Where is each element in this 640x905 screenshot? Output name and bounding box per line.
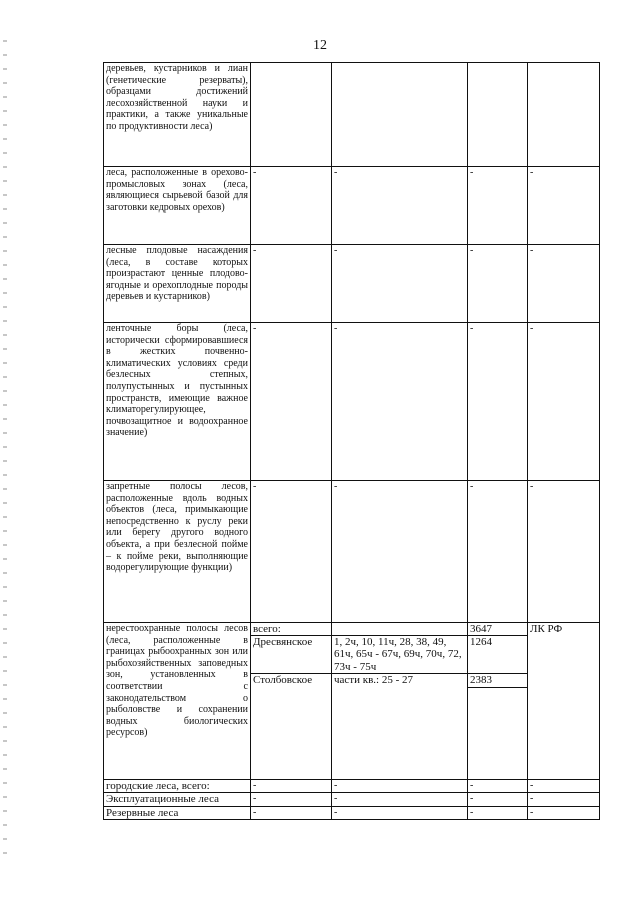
- forestry-cell: -: [251, 167, 332, 245]
- area-cell: -: [468, 793, 528, 806]
- table-row: [104, 63, 600, 167]
- quarters-cell: 1, 2ч, 10, 11ч, 28, 38, 49, 61ч, 65ч - 67ч, 69ч, 70ч, 72, 73ч - 75ч: [332, 636, 468, 674]
- table-row: [104, 780, 600, 793]
- area-cell: [468, 688, 528, 780]
- quarters-cell: -: [332, 481, 468, 623]
- area-cell: [468, 63, 528, 167]
- total-label-cell: всего:: [251, 623, 332, 636]
- legal-basis-cell: -: [528, 323, 600, 481]
- forestry-cell: -: [251, 806, 332, 819]
- legal-basis-cell: -: [528, 806, 600, 819]
- category-cell: нерестоохранные полосы лесов (леса, расположенные в границах рыбоохранных зон или рыбохозяйственных заповедных зон, установленных в соответствии с законодательством о рыболовстве и сохранении водных биологических ресурсов): [104, 623, 251, 780]
- table-row: [104, 623, 600, 636]
- area-cell: -: [468, 780, 528, 793]
- category-cell: запретные полосы лесов, расположенные вдоль водных объектов (леса, примыкающие непосредственно к руслу реки или берегу другого водного объекта, а при безлесной пойме – к пойме реки, выполняющие водорегулирующие функции): [104, 481, 251, 623]
- forestry-cell: -: [251, 481, 332, 623]
- table-row: [104, 793, 600, 806]
- legal-basis-cell: -: [528, 245, 600, 323]
- quarters-cell: [332, 623, 468, 636]
- table-row: [104, 481, 600, 623]
- category-cell: Резервные леса: [104, 806, 251, 819]
- quarters-cell: -: [332, 245, 468, 323]
- area-cell: -: [468, 245, 528, 323]
- area-cell: -: [468, 167, 528, 245]
- binding-margin-marks: [3, 40, 7, 860]
- area-cell: 1264: [468, 636, 528, 674]
- forestry-cell: -: [251, 245, 332, 323]
- area-cell: -: [468, 481, 528, 623]
- forestry-cell: [251, 63, 332, 167]
- quarters-cell: -: [332, 793, 468, 806]
- forestry-cell: -: [251, 780, 332, 793]
- forestry-cell: Столбовское: [251, 674, 332, 780]
- area-cell: -: [468, 323, 528, 481]
- forestry-cell: -: [251, 793, 332, 806]
- forestry-cell: Дресвянское: [251, 636, 332, 674]
- quarters-cell: -: [332, 780, 468, 793]
- legal-basis-cell: -: [528, 167, 600, 245]
- forest-protection-table: [103, 62, 600, 820]
- legal-basis-cell: -: [528, 481, 600, 623]
- legal-basis-cell: -: [528, 793, 600, 806]
- area-cell: -: [468, 806, 528, 819]
- category-cell: Эксплуатационные леса: [104, 793, 251, 806]
- table-row: [104, 323, 600, 481]
- table-row: [104, 245, 600, 323]
- table-row: [104, 167, 600, 245]
- legal-basis-cell: [528, 63, 600, 167]
- category-cell: ленточные боры (леса, исторически сформировавшиеся в жестких почвенно-климатических условиях среди безлесных степных, полупустынных и пустынных пространств, имеющие важное климаторегулирующее, почвозащитное и водоохранное значение): [104, 323, 251, 481]
- table-row: [104, 806, 600, 819]
- category-cell: городские леса, всего:: [104, 780, 251, 793]
- legal-basis-cell: ЛК РФ: [528, 623, 600, 780]
- category-cell: леса, расположенные в орехово-промысловых зонах (леса, являющиеся сырьевой базой для заготовки кедровых орехов): [104, 167, 251, 245]
- page-number: 12: [313, 38, 327, 53]
- quarters-cell: -: [332, 167, 468, 245]
- quarters-cell: -: [332, 323, 468, 481]
- category-cell: лесные плодовые насаждения (леса, в составе которых произрастают ценные плодово-ягодные и орехоплодные породы деревьев и кустарников): [104, 245, 251, 323]
- area-cell: 2383: [468, 674, 528, 688]
- quarters-cell: -: [332, 806, 468, 819]
- area-cell: 3647: [468, 623, 528, 636]
- legal-basis-cell: -: [528, 780, 600, 793]
- quarters-cell: части кв.: 25 - 27: [332, 674, 468, 780]
- category-cell: деревьев, кустарников и лиан (генетические резерваты), образцами достижений лесохозяйственной науки и практики, а также уникальные по продуктивности леса): [104, 63, 251, 167]
- quarters-cell: [332, 63, 468, 167]
- forestry-cell: -: [251, 323, 332, 481]
